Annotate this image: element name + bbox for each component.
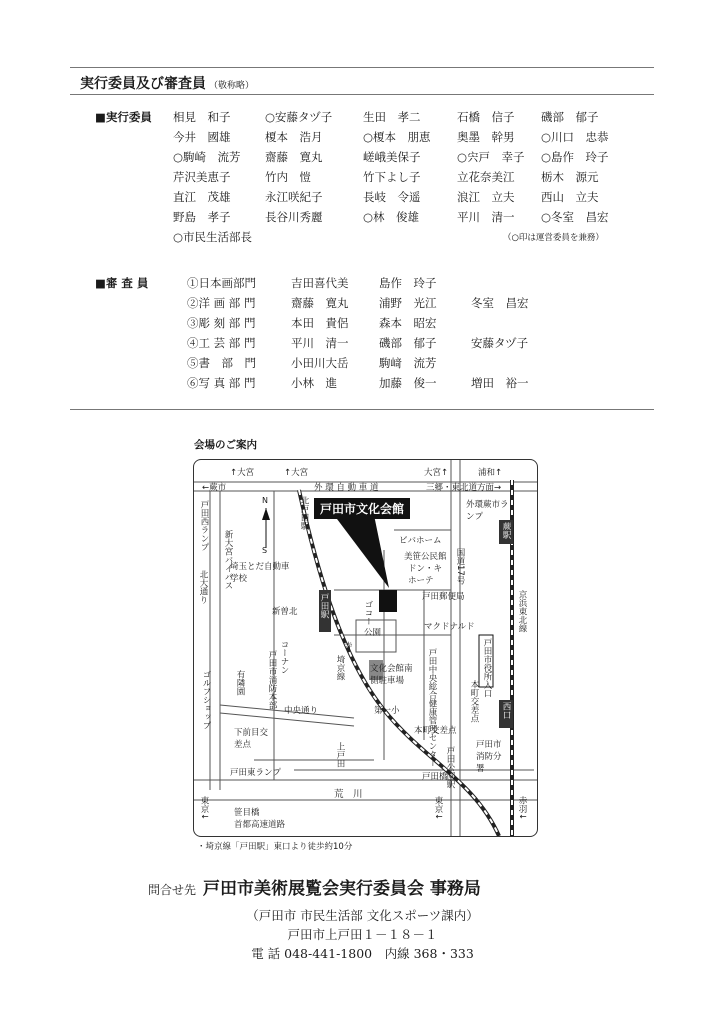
map-label-saikyo: 埼京線 [335, 655, 345, 681]
judge-category: ②洋 画 部 門 [187, 296, 256, 310]
map-label-toda-station: 戸田駅 [319, 593, 329, 619]
map-label-park: 公園 [364, 628, 382, 638]
section-rule [70, 409, 654, 410]
exec-member: ○島作 玲子 [541, 150, 609, 164]
contact-department: （戸田市 市民生活部 文化スポーツ課内） [246, 908, 479, 923]
map-label-konan: コーナン [279, 640, 289, 674]
exec-member: ○榎本 朋恵 [363, 130, 431, 144]
map-label-school: 第一小 [374, 706, 400, 716]
exec-member: ○駒崎 流芳 [173, 150, 241, 164]
map-label-city-hall: 戸田市役所入口 [482, 638, 492, 698]
contact-label: 問合せ先 [148, 883, 197, 897]
map-label-tokyo-left: 東京↓ [199, 796, 209, 821]
exec-member: 平川 清一 [457, 210, 515, 224]
exec-member: 嵯峨美保子 [363, 150, 421, 164]
judge-member: 安藤タヅ子 [471, 336, 529, 350]
map-label-toda-west-ramp: 戸田西ランプ [199, 500, 209, 551]
access-map [193, 459, 538, 837]
map-label-kamitoda: 上戸田 [335, 742, 345, 768]
judge-member: 齋藤 寛丸 [291, 296, 349, 310]
exec-member: ○冬室 昌宏 [541, 210, 609, 224]
judge-member: 磯部 郁子 [379, 336, 437, 350]
exec-member: 浪江 立夫 [457, 190, 515, 204]
map-label-shimomae: 下前目交差点 [234, 728, 269, 750]
exec-member: 永江咲紀子 [265, 190, 323, 204]
contact-phone: 電 話 048-441-1800 内線 368・333 [251, 946, 474, 961]
map-label-nishiguchi: 西口 [501, 702, 511, 719]
top-rule [70, 67, 654, 68]
judge-member: 森本 昭宏 [379, 316, 437, 330]
map-label-temple: 寺 [344, 642, 353, 652]
map-label-route17: 国道17号 [455, 548, 465, 585]
map-label-yuusen: 有隣園 [235, 670, 245, 696]
map-label-gaikan-ramp: 外環蕨市ランプ [466, 500, 509, 522]
map-access-note: ・埼京線「戸田駅」東口より徒歩約10分 [197, 842, 353, 852]
map-label-omiya1: ↑大宮 [230, 468, 255, 478]
exec-member: 齋藤 寛丸 [265, 150, 323, 164]
map-label-urawa: 浦和↑ [478, 468, 503, 478]
map-label-toda-koen-station: 戸田公園駅 [445, 746, 455, 789]
map-label-health: 戸田中央総合健康管理センター [427, 648, 437, 767]
map-label-kitaohdori: 北大通り [198, 570, 208, 604]
exec-member: 榎本 浩月 [265, 130, 323, 144]
judge-category: ⑥写 真 部 門 [187, 376, 256, 390]
exec-member: 直江 茂雄 [173, 190, 231, 204]
exec-member: 野島 孝子 [173, 210, 231, 224]
judge-member: 吉田喜代美 [291, 276, 349, 290]
exec-member: 竹下よし子 [363, 170, 421, 184]
map-label-omiya3: 大宮↑ [424, 468, 449, 478]
exec-member: 栃木 源元 [541, 170, 599, 184]
map-label-omiya2: ↑大宮 [284, 468, 309, 478]
judge-label: ■審 査 員 [95, 276, 149, 290]
map-label-post: 戸田郵便局 [422, 592, 465, 602]
map-label-shuto: 首都高速道路 [234, 820, 286, 830]
map-label-parking: 文化会館南側駐車場 [370, 664, 413, 686]
map-label-sasame: 笹目橋 [234, 808, 260, 818]
exec-member: 西山 立夫 [541, 190, 599, 204]
title-underline [70, 94, 654, 95]
map-label-keihin-tohoku: 京浜東北線 [517, 590, 527, 633]
judge-members-grid [187, 275, 587, 395]
section-title: 実行委員及び審査員 （敬称略） [80, 76, 255, 92]
map-label-shin-omiya: 新大宮バイパス [223, 530, 233, 590]
exec-member: 長岐 令遥 [363, 190, 421, 204]
map-label-honcho: 本町交差点 [469, 680, 479, 723]
map-label-todabashi: 戸田橋 [422, 772, 448, 782]
map-label-golf: ゴルフショップ [201, 670, 211, 730]
map-label-kamiyashiki: 美笹公民館 [404, 552, 447, 562]
judge-category: ⑤書 部 門 [187, 356, 256, 370]
map-label-shinzo-kita: 新曽北 [272, 607, 298, 617]
exec-member: ○林 俊雄 [363, 210, 420, 224]
judge-member: 駒﨑 流芳 [379, 356, 437, 370]
judge-member: 島作 玲子 [379, 276, 437, 290]
judge-category: ③彫 刻 部 門 [187, 316, 256, 330]
exec-note: （○印は運営委員を兼務） [503, 233, 604, 243]
map-title: 会場のご案内 [194, 439, 257, 451]
map-label-biva: ビバホーム [399, 536, 442, 546]
exec-member: 奥墨 幹男 [457, 130, 515, 144]
map-label-toda-east-ramp: 戸田東ランプ [230, 768, 282, 778]
map-label-fire-branch: 戸田市消防分署 [476, 740, 502, 774]
judge-member: 小田川大岳 [291, 356, 349, 370]
exec-member: 石橋 信子 [457, 110, 515, 124]
judge-member: 平川 清一 [291, 336, 349, 350]
map-label-gogo: ゴコー [363, 600, 373, 626]
map-label-venue: 戸田市文化会館 [314, 498, 410, 519]
judge-member: 加藤 俊一 [379, 376, 437, 390]
map-compass-s: S [262, 546, 268, 555]
map-label-kitatoda: 北戸田駅 [299, 496, 309, 530]
exec-member: 芹沢美恵子 [173, 170, 231, 184]
map-label-don: ドン・キホーテ [408, 564, 443, 586]
judge-category: ①日本画部門 [187, 276, 256, 290]
judge-category: ④工 芸 部 門 [187, 336, 256, 350]
map-label-sanjo: 三郷・東北道方面→ [426, 483, 502, 493]
map-label-fire: 戸田市消防本部 [267, 650, 277, 710]
map-label-mcdonald: マクドナルド [424, 622, 475, 632]
map-label-arakawa: 荒 川 [334, 789, 363, 800]
exec-member: 相見 和子 [173, 110, 231, 124]
map-label-chuo: 中央通り [284, 706, 319, 716]
contact-address: 戸田市上戸田１－１８－１ [287, 927, 438, 942]
map-label-driving-school: 埼玉とだ自動車学校 [230, 562, 290, 584]
exec-member: 生田 孝二 [363, 110, 421, 124]
exec-member: 立花奈美江 [457, 170, 515, 184]
map-label-warabi: ←蕨市 [202, 483, 227, 493]
judge-member: 増田 裕一 [471, 376, 529, 390]
venue-marker [379, 590, 397, 612]
exec-members-grid [173, 109, 633, 249]
contact-organization: 戸田市美術展覧会実行委員会 事務局 [203, 879, 481, 899]
exec-member: 竹内 愷 [265, 170, 311, 184]
exec-member: 磯部 郁子 [541, 110, 599, 124]
judge-member: 浦野 光江 [379, 296, 437, 310]
judge-member: 本田 貴侶 [291, 316, 349, 330]
map-label-akabane: 赤羽↓ [517, 796, 527, 821]
map-label-tokyo-mid: 東京↓ [433, 796, 443, 821]
map-label-honcho-shrine: 本町交差点 [414, 726, 457, 736]
exec-member: ○宍戸 幸子 [457, 150, 525, 164]
map-compass-n: N [262, 496, 268, 505]
map-label-gaikan: 外 環 自 動 車 道 [314, 483, 379, 493]
exec-label: ■実行委員 [95, 110, 152, 124]
exec-member: 長谷川秀麗 [265, 210, 323, 224]
exec-member: ○安藤タヅ子 [265, 110, 333, 124]
map-label-warabi-station: 蕨駅 [501, 522, 511, 539]
judge-member: 冬室 昌宏 [471, 296, 529, 310]
exec-member: ○川口 忠恭 [541, 130, 609, 144]
judge-member: 小林 進 [291, 376, 337, 390]
exec-member-chief: ○市民生活部長 [173, 230, 253, 244]
exec-member: 今井 國雄 [173, 130, 231, 144]
